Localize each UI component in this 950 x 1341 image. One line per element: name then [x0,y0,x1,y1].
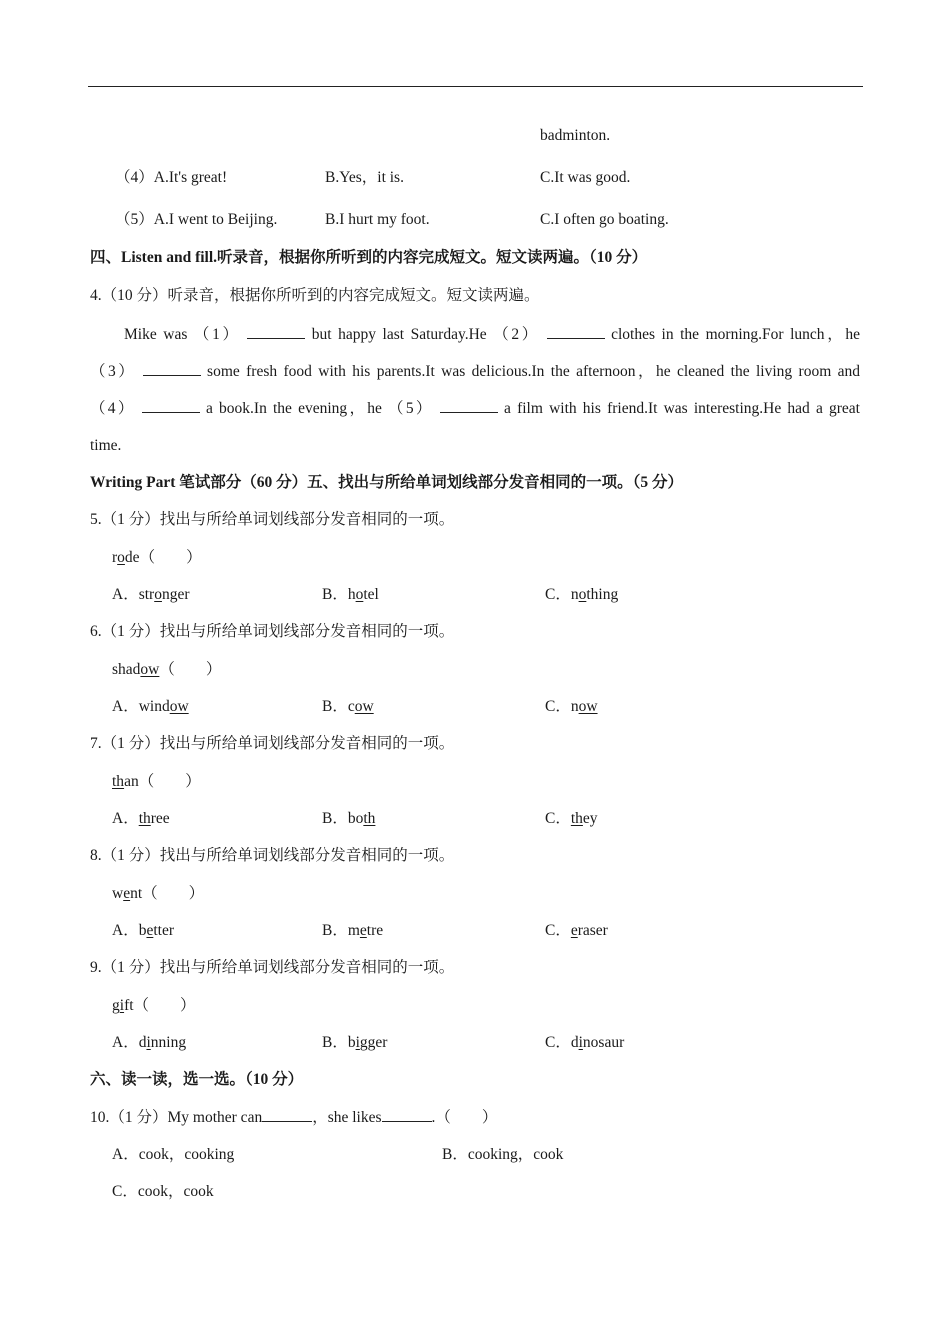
q10-option-c[interactable]: C．cook，cook [112,1183,214,1200]
q8-option-c[interactable]: C．eraser [545,922,608,939]
q3-row4 [115,168,227,188]
blank-2[interactable] [547,324,605,339]
q10-stem-post: .（ ） [431,1109,498,1126]
passage-l1-a: Mike was （1） [124,326,241,343]
q10-stem [90,1107,497,1128]
passage-l1-c: clothes in the morning.For lunch，he [611,326,860,343]
answer-paren[interactable]: （ ） [142,885,205,902]
q9-option-c[interactable]: C．dinosaur [545,1034,625,1051]
q6-word: shadow（ ） [112,661,222,678]
q5-option-c[interactable]: C．nothing [545,586,619,603]
q3-row4-num: （4） [115,169,154,186]
q10-option-a[interactable]: A．cook，cooking [112,1146,235,1163]
q10-blank-2[interactable] [382,1107,432,1122]
q10-option-b[interactable]: B．cooking，cook [442,1146,564,1163]
passage-line-1 [90,324,860,345]
passage-l2-a: （3） [90,363,137,380]
answer-paren[interactable]: （ ） [133,997,196,1014]
q3-row5 [115,210,277,230]
q7-stem: 7.（1 分）找出与所给单词划线部分发音相同的一项。 [90,735,455,752]
q3-row4-option-b: B.Yes，it is. [325,169,404,186]
q10-blank-1[interactable] [262,1107,312,1122]
answer-paren[interactable]: （ ） [138,773,201,790]
passage-l3-c: a film with his friend.It was interesting.He had a great [504,400,860,417]
q3-row5-option-a: A.I went to Beijing. [153,211,278,228]
section5-heading-en: Writing Part [90,474,176,491]
q6-option-b[interactable]: B．cow [322,698,374,715]
q5-option-a[interactable]: A．stronger [112,586,190,603]
answer-paren[interactable]: （ ） [159,661,222,678]
q3-row4-option-c: C.It was good. [540,169,631,186]
q9-option-b[interactable]: B．bigger [322,1034,388,1051]
section5-heading-cn: 笔试部分（60 分）五、找出与所给单词划线部分发音相同的一项。（5 分） [175,474,684,491]
passage-l3-a: （4） [90,400,136,417]
q7-option-b[interactable]: B．both [322,810,376,827]
q8-option-a[interactable]: A．better [112,922,174,939]
q9-word: gift（ ） [112,997,196,1014]
blank-1[interactable] [247,324,305,339]
q7-option-c[interactable]: C．they [545,810,598,827]
q3-row4-option-a: A.It's great! [153,169,228,186]
q3-row5-num: （5） [115,211,154,228]
q7-word: than（ ） [112,773,201,790]
q9-stem: 9.（1 分）找出与所给单词划线部分发音相同的一项。 [90,959,455,976]
q8-stem: 8.（1 分）找出与所给单词划线部分发音相同的一项。 [90,847,455,864]
blank-3[interactable] [143,361,201,376]
q8-option-b[interactable]: B．metre [322,922,384,939]
q3-row5-option-b: B.I hurt my foot. [325,211,430,228]
passage-line-2 [90,361,860,382]
q4-stem: 4.（10 分）听录音，根据你所听到的内容完成短文。短文读两遍。 [90,287,540,304]
passage-line-3 [90,398,860,419]
q5-word: rode（ ） [112,549,202,566]
q3-row3-option-c: badminton. [540,127,611,144]
q9-option-a[interactable]: A．dinning [112,1034,187,1051]
q6-stem: 6.（1 分）找出与所给单词划线部分发音相同的一项。 [90,623,455,640]
q8-word: went（ ） [112,885,205,902]
q6-option-c[interactable]: C．now [545,698,598,715]
section5-heading [90,473,683,493]
passage-line-4: time. [90,437,122,454]
blank-4[interactable] [142,398,200,413]
q3-row5-option-c: C.I often go boating. [540,211,669,228]
q10-stem-pre: 10.（1 分）My mother can [90,1109,263,1126]
passage-l1-b: but happy last Saturday.He （2） [311,326,540,343]
q5-option-b[interactable]: B．hotel [322,586,379,603]
header-rule [88,86,863,87]
section4-heading: 四、Listen and fill.听录音，根据你所听到的内容完成短文。短文读两遍。（10 分） [90,249,648,266]
blank-5[interactable] [440,398,498,413]
q7-option-a[interactable]: A．three [112,810,170,827]
section6-heading: 六、读一读，选一选。（10 分） [90,1071,304,1088]
q6-option-a[interactable]: A．window [112,698,189,715]
passage-l2-b: some fresh food with his parents.It was delicious.In the afternoon，he cleaned the living room and [207,363,861,380]
q10-stem-mid: ，she likes [312,1109,382,1126]
q5-stem: 5.（1 分）找出与所给单词划线部分发音相同的一项。 [90,511,455,528]
answer-paren[interactable]: （ ） [139,549,202,566]
passage-l3-b: a book.In the evening，he （5） [205,400,434,417]
